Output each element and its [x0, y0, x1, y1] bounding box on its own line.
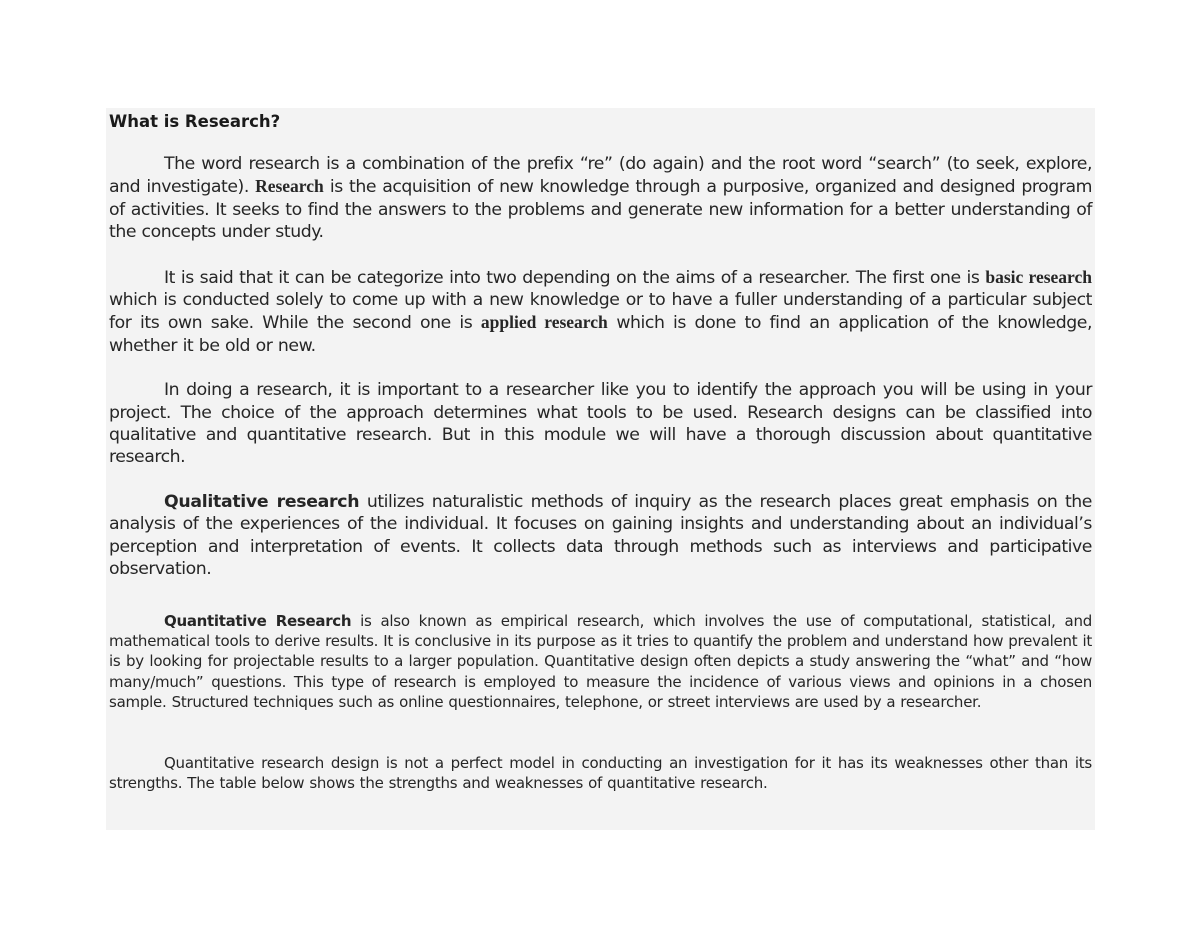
paragraph-categories	[109, 266, 1092, 358]
paragraph-text: The word research is a combination of the prefix “re” (do again) and the root word “search” (to seek, explore, and investigate).	[109, 154, 1092, 198]
paragraph-text: utilizes naturalistic methods of inquiry as the research places great emphasis on the analysis of the experiences of the individual. It focuses on gaining insights and understanding about an individual’s perception and interpretation of events. It collects data through methods such as interviews and participative observation.	[109, 491, 1092, 580]
term-qualitative-research: Qualitative research	[164, 491, 360, 512]
paragraph-text: which is done to find an application of the knowledge, whether it be old or new.	[109, 313, 1092, 356]
paragraph-quantitative	[109, 611, 1092, 713]
paragraph-qualitative	[109, 491, 1092, 581]
paragraph-text: which is conducted solely to come up with a new knowledge or to have a fuller understanding of a particular subject for its own sake. While the second one is	[109, 290, 1092, 334]
paragraph-definition	[109, 153, 1092, 244]
term-basic-research: basic research	[985, 266, 1093, 287]
term-applied-research: applied research	[480, 312, 608, 333]
section-heading: What is Research?	[109, 112, 281, 131]
document-page	[106, 108, 1095, 830]
paragraph-strengths-weaknesses: Quantitative research design is not a perfect model in conducting an investigation for it has its weaknesses other than its strengths. The table below shows the strengths and weaknesses of quantitative research.	[109, 753, 1092, 792]
paragraph-text: is also known as empirical research, which involves the use of computational, statistical, and mathematical tools to derive results. It is conclusive in its purpose as it tries to quantify the problem and understand how prevalent it is by looking for projectable results to a larger population. Quantitative design often depicts a study answering the “what” and “how many/much” questions. This type of research is employed to measure the incidence of various views and opinions in a chosen sample. Structured techniques such as online questionnaires, telephone, or street interviews are used by a researcher.	[109, 611, 1092, 712]
term-quantitative-research: Quantitative Research	[164, 611, 352, 630]
paragraph-text: It is said that it can be categorize into two depending on the aims of a researcher. The first one is	[164, 267, 986, 288]
term-research: Research	[255, 176, 324, 197]
paragraph-text: is the acquisition of new knowledge through a purposive, organized and designed program of activities. It seeks to find the answers to the problems and generate new information for a better understanding of the concepts under study.	[109, 177, 1092, 243]
paragraph-approach: In doing a research, it is important to a researcher like you to identify the approach you will be using in your project. The choice of the approach determines what tools to be used. Research designs can be classified into qualitative and quantitative research. But in this module we will have a thorough discussion about quantitative research.	[109, 380, 1092, 468]
